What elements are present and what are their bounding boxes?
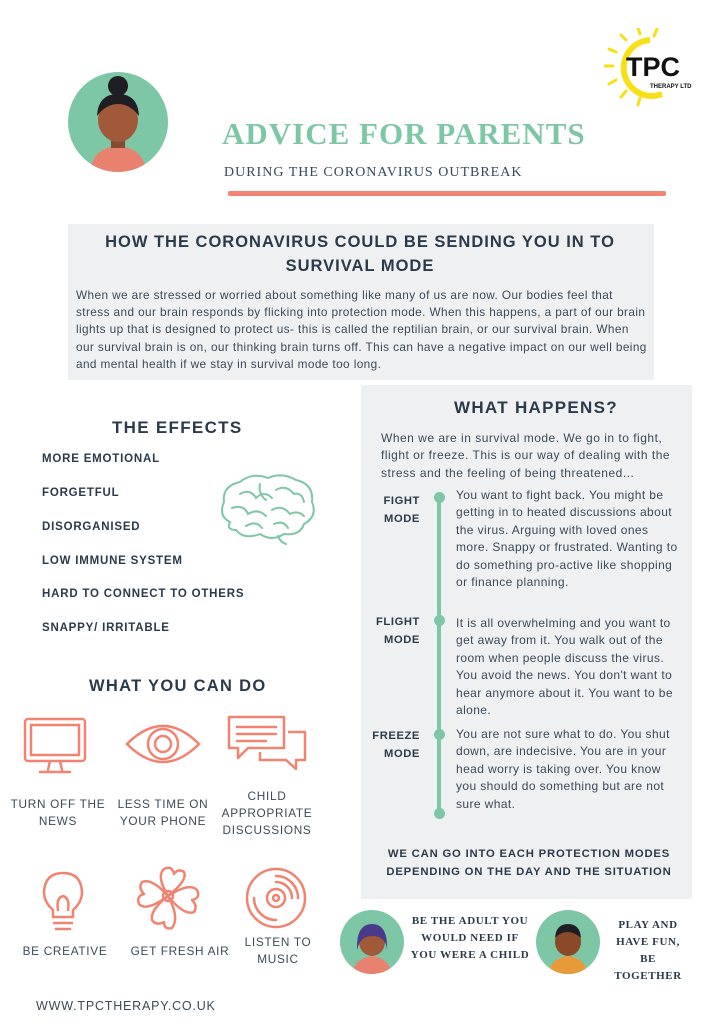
- brain-icon: [216, 470, 320, 548]
- protection-modes-note: WE CAN GO INTO EACH PROTECTION MODES DEPENDING ON THE DAY AND THE SITUATION: [386, 848, 672, 878]
- can-do-heading: WHAT YOU CAN DO: [89, 677, 267, 695]
- can-do-label: TURN OFF THE NEWS: [10, 797, 106, 828]
- title-divider: [228, 191, 666, 196]
- what-happens-intro: When we are in survival mode. We go in to fight, flight or freeze. This is our way of dealing with the stress and the feeling of being threatened...: [381, 431, 671, 480]
- page-title: ADVICE FOR PARENTS: [222, 116, 586, 151]
- timeline-dot: [434, 615, 445, 626]
- mode-label-flight: FLIGHT MODE: [376, 616, 420, 646]
- effects-heading: THE EFFECTS: [112, 418, 243, 437]
- survival-body: When we are stressed or worried about something like many of us are now. Our bodies feel that stress and our brain responds by flicking into protection mode. When this happens, a part of our brain lights up that is designed to protect us- this is called the reptilian brain, or our survival brain. When our survival brain is on, our thinking brain turns off. This can have a negative impact on our well being and mental health if we stay in survival mode too long.: [76, 288, 647, 371]
- effect-item: MORE EMOTIONAL: [42, 453, 160, 465]
- mode-text-freeze: You are not sure what to do. You shut down, are indecisive. You are in your head worry is taking over. You know you should do something but are not sure what.: [456, 727, 670, 811]
- tpc-logo: [604, 28, 702, 108]
- effect-item: DISORGANISED: [42, 521, 141, 533]
- timeline-dot: [434, 808, 445, 819]
- page-subtitle: DURING THE CORONAVIRUS OUTBREAK: [224, 165, 523, 180]
- survival-heading: HOW THE CORONAVIRUS COULD BE SENDING YOU IN TO SURVIVAL MODE: [105, 233, 615, 275]
- speech-bubbles-icon: [226, 714, 308, 772]
- mode-text-flight: It is all overwhelming and you want to get away from it. You walk out of the room when people discuss the virus. You avoid the news. You don't want to hear anymore about it. You want to be alone.: [456, 616, 673, 718]
- timeline-line: [437, 500, 441, 814]
- can-do-label: LISTEN TO MUSIC: [244, 935, 312, 966]
- effect-item: HARD TO CONNECT TO OTHERS: [42, 588, 245, 600]
- can-do-label: BE CREATIVE: [22, 944, 108, 958]
- timeline-dot: [434, 729, 445, 740]
- mode-label-fight: FIGHT MODE: [383, 495, 420, 525]
- lightbulb-icon: [40, 870, 86, 934]
- eye-icon: [124, 716, 202, 772]
- vinyl-record-icon: [244, 866, 308, 930]
- logo-text: TPC: [626, 52, 680, 82]
- logo-subtext: THERAPY LTD: [650, 84, 692, 90]
- what-happens-heading: WHAT HAPPENS?: [454, 398, 618, 417]
- mode-text-fight: You want to fight back. You might be getting in to heated discussions about the virus. Arguing with loved ones more. Snappy or frustrated. Wanting to do something pro-active like shopping or finance planning.: [456, 488, 678, 590]
- child-avatar: [536, 910, 600, 974]
- mode-label-freeze: FREEZE MODE: [372, 730, 420, 760]
- can-do-label: CHILD APPROPRIATE DISCUSSIONS: [221, 789, 313, 837]
- effect-item: FORGETFUL: [42, 487, 120, 499]
- can-do-label: GET FRESH AIR: [130, 944, 230, 958]
- can-do-label: LESS TIME ON YOUR PHONE: [117, 797, 209, 828]
- effect-item: SNAPPY/ IRRITABLE: [42, 622, 170, 634]
- website-url[interactable]: WWW.TPCTHERAPY.CO.UK: [36, 999, 216, 1013]
- timeline-dot: [434, 492, 445, 503]
- tip-text: PLAY AND HAVE FUN, BE TOGETHER: [614, 919, 682, 982]
- monitor-icon: [22, 716, 88, 776]
- tip-text: BE THE ADULT YOU WOULD NEED IF YOU WERE A CHILD: [410, 915, 530, 961]
- child-avatar: [340, 910, 404, 974]
- parent-avatar: [68, 72, 168, 172]
- flower-icon: [134, 866, 202, 932]
- effect-item: LOW IMMUNE SYSTEM: [42, 555, 183, 567]
